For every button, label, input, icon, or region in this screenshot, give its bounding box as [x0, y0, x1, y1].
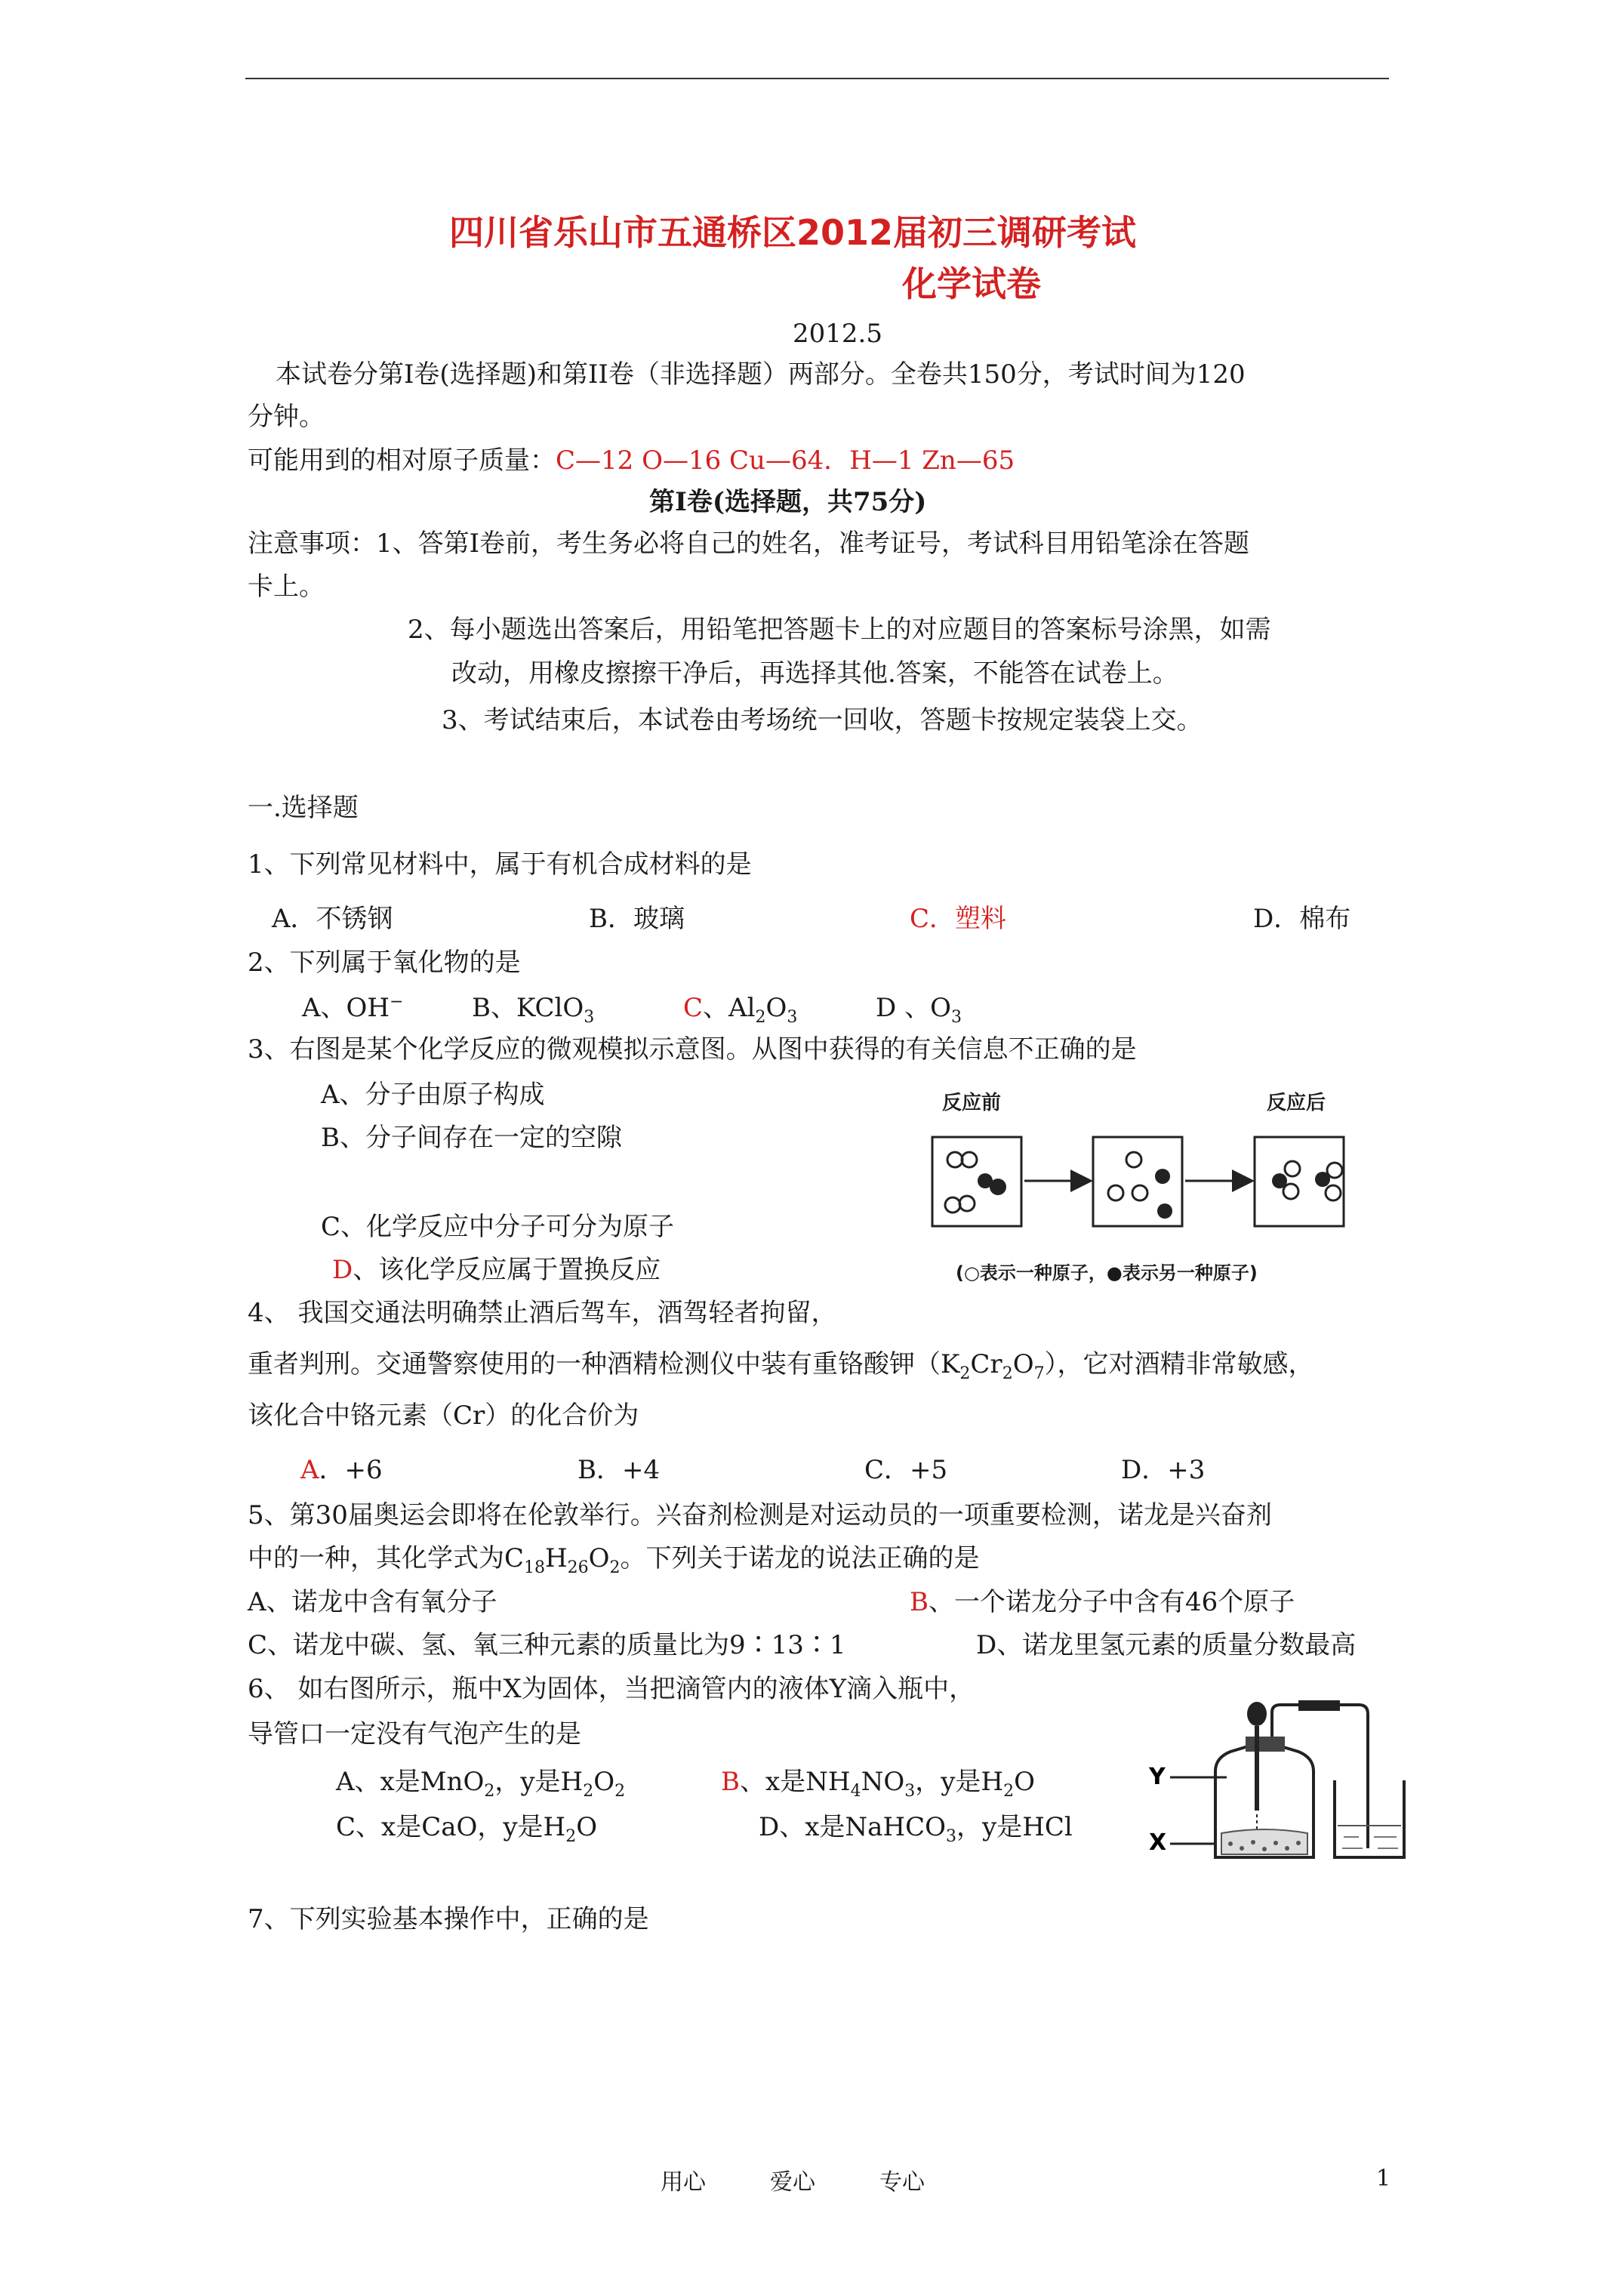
- q6-option-c: C、x是CaO，y是$H_2O$: [336, 1812, 598, 1846]
- page-number: 1: [1376, 2165, 1391, 2192]
- q4-stem-line2: 重者判刑。交通警察使用的一种酒精检测仪中装有重铬酸钾$(K_2Cr_2O_7)$，它对酒精非常敏感，: [248, 1349, 1314, 1383]
- note2-line1: 2、每小题选出答案后，用铅笔把答题卡上的对应题目的答案标号涂黑，如需: [408, 615, 1271, 645]
- q5-stem-line2: 中的一种，其化学式为$C_{18}H_{26}O_2$。下列关于诺龙的说法正确的是: [248, 1543, 980, 1577]
- atomic-mass-line: [248, 444, 1015, 477]
- q5-option-b: B、一个诺龙分子中含有46个原子: [910, 1587, 1295, 1617]
- q6-option-d: D、x是NaHCO$_3$，y是HCl: [759, 1812, 1073, 1846]
- after-box: [1255, 1137, 1344, 1226]
- atomic-mass-label: 可能用到的相对原子质量：: [248, 445, 556, 476]
- label-y: Y: [1149, 1764, 1166, 1790]
- before-box: [932, 1137, 1021, 1226]
- q7-stem: 7、下列实验基本操作中，正确的是: [248, 1904, 649, 1934]
- footer-text-1: 用心: [661, 2169, 706, 2196]
- apparatus-diagram: [1140, 1682, 1412, 1863]
- intro-line1: 本试卷分第I卷(选择题)和第II卷（非选择题）两部分。全卷共150分，考试时间为120: [276, 359, 1246, 390]
- q2-option-d: D 、$O_3$: [876, 993, 962, 1027]
- reaction-diagram: [921, 1087, 1404, 1299]
- apparatus-svg: [1140, 1682, 1412, 1863]
- q4-option-d: D．+3: [1121, 1455, 1206, 1485]
- q3-option-d: D、该化学反应属于置换反应: [332, 1255, 661, 1285]
- q1-option-d: D．棉布: [1253, 904, 1351, 934]
- section-heading: 一.选择题: [248, 793, 359, 823]
- footer-text-3: 专心: [879, 2169, 925, 2196]
- q4-stem-line1: 4、 我国交通法明确禁止酒后驾车，酒驾轻者拘留，: [248, 1298, 837, 1328]
- footer-text-2: 爱心: [770, 2169, 815, 2196]
- q2-option-a: A、OH−: [302, 992, 404, 1023]
- q3-option-b: B、分子间存在一定的空隙: [321, 1123, 622, 1153]
- reaction-before-label: 反应前: [942, 1092, 1002, 1114]
- q1-stem: 1、下列常见材料中，属于有机合成材料的是: [248, 849, 752, 880]
- q1-option-a: A．不锈钢: [272, 904, 393, 934]
- reaction-caption: (○表示一种原子，●表示另一种原子): [956, 1262, 1258, 1284]
- q4-option-c: C．+5: [864, 1455, 948, 1485]
- q5-option-c: C、诺龙中碳、氢、氧三种元素的质量比为9∶13∶1: [248, 1630, 846, 1660]
- q5-option-a: A、诺龙中含有氧分子: [248, 1587, 497, 1617]
- q3-option-a: A、分子由原子构成: [321, 1080, 545, 1110]
- q4-option-a: A．+6: [300, 1455, 383, 1485]
- exam-date: 2012.5: [793, 319, 882, 349]
- q6-stem-line2: 导管口一定没有气泡产生的是: [248, 1719, 581, 1749]
- label-x: X: [1149, 1829, 1167, 1856]
- q5-stem-line1: 5、第30届奥运会即将在伦敦举行。兴奋剂检测是对运动员的一项重要检测，诺龙是兴奋剂: [248, 1500, 1272, 1530]
- header-rule: [245, 78, 1389, 79]
- title-line1: 四川省乐山市五通桥区2012届初三调研考试: [449, 212, 1137, 253]
- reaction-after-label: 反应后: [1267, 1092, 1326, 1114]
- q6-option-a: A、x是MnO$_2$，y是$H_2O_2$: [336, 1767, 626, 1801]
- q2-stem: 2、下列属于氧化物的是: [248, 948, 521, 978]
- q6-stem-line1: 6、 如右图所示，瓶中X为固体，当把滴管内的液体Y滴入瓶中，: [248, 1674, 975, 1704]
- q4-stem-line3: 该化合中铬元素（Cr）的化合价为: [248, 1401, 639, 1431]
- note1-line1: 注意事项：1、答第I卷前，考生务必将自己的姓名，准考证号，考试科目用铅笔涂在答题: [248, 529, 1250, 559]
- intro-line2: 分钟。: [248, 402, 325, 432]
- q5-option-d: D、诺龙里氢元素的质量分数最高: [976, 1630, 1357, 1660]
- atomic-mass-values: C—12 O—16 Cu—64．H—1 Zn—65: [556, 445, 1015, 476]
- note3: 3、考试结束后，本试卷由考场统一回收，答题卡按规定装袋上交。: [442, 705, 1203, 735]
- q1-option-c: C．塑料: [910, 904, 1007, 934]
- q3-option-c: C、化学反应中分子可分为原子: [321, 1212, 675, 1242]
- note2-line2: 改动，用橡皮擦擦干净后，再选择其他.答案，不能答在试卷上。: [451, 658, 1178, 689]
- q2-option-b: B、KClO$_3$: [472, 993, 595, 1027]
- q4-option-b: B．+4: [577, 1455, 661, 1485]
- part1-title: 第I卷(选择题，共75分): [649, 487, 927, 517]
- q6-option-b: B、x是$NH_4NO_3$，y是$H_2O$: [721, 1767, 1035, 1801]
- q2-option-c: C、$Al_2O_3$: [683, 993, 798, 1027]
- q3-stem: 3、右图是某个化学反应的微观模拟示意图。从图中获得的有关信息不正确的是: [248, 1034, 1137, 1065]
- q1-option-b: B．玻璃: [589, 904, 685, 934]
- title-line2: 化学试卷: [902, 264, 1041, 304]
- note1-line2: 卡上。: [248, 572, 325, 602]
